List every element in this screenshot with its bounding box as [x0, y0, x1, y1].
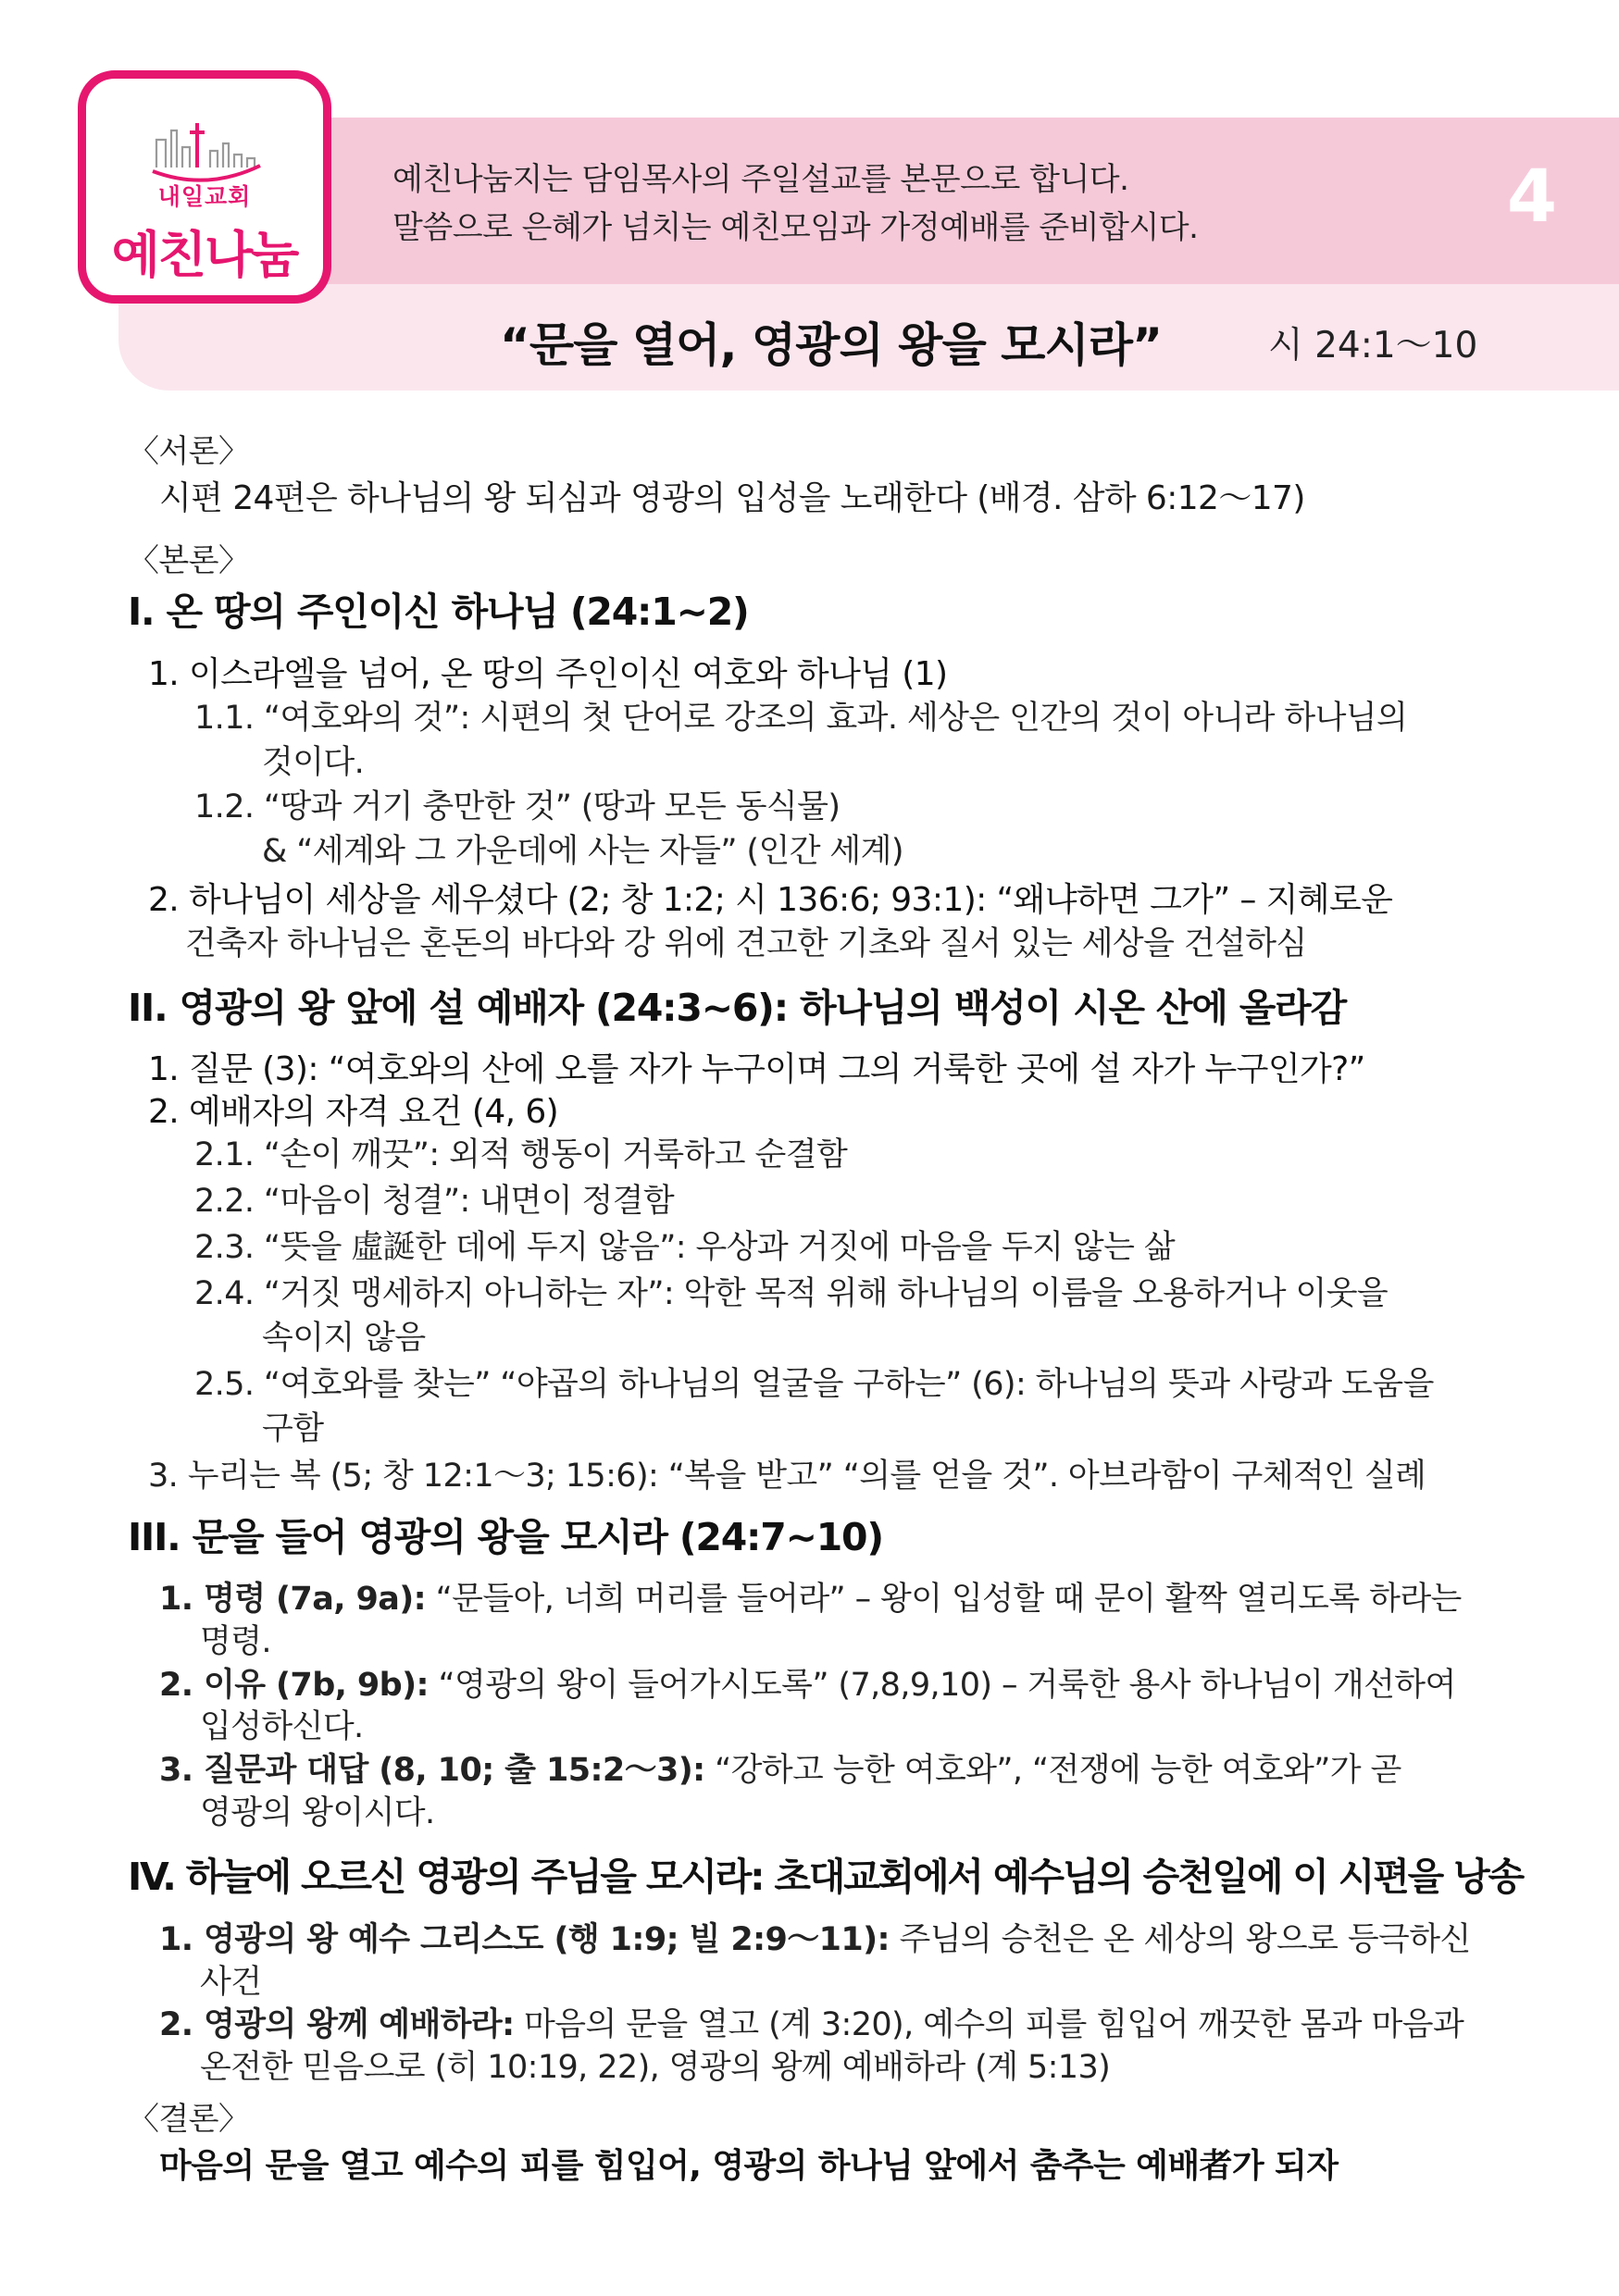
- conclusion-label: 〈결론〉: [128, 2101, 250, 2138]
- section-3-point-3-cont: 영광의 왕이시다.: [200, 1794, 435, 1831]
- page-number: 4: [1506, 155, 1558, 239]
- section-2-point-2-5-cont: 구함: [262, 1410, 324, 1447]
- section-2-point-2-5: 2.5. “여호와를 찾는” “야곱의 하나님의 얼굴을 구하는” (6): 하나님의 뜻과 사랑과 도움을: [194, 1366, 1434, 1403]
- main-label: 〈본론〉: [128, 542, 250, 579]
- conclusion-text: 마음의 문을 열고 예수의 피를 힘입어, 영광의 하나님 앞에서 춤추는 예배者가 되자: [159, 2147, 1339, 2185]
- section-1-point-1-2-cont: & “세계와 그 가운데에 사는 자들” (인간 세계): [262, 833, 903, 870]
- section-2-point-3: 3. 누리는 복 (5; 창 12:1～3; 15:6): “복을 받고” “의를 얻을 것”. 아브라함이 구체적인 실례: [148, 1458, 1426, 1495]
- section-3-point-3: [159, 1744, 1401, 1791]
- scripture-reference: 시 24:1～10: [1268, 325, 1478, 366]
- section-1-heading: I. 온 땅의 주인이신 하나님 (24:1~2): [128, 590, 749, 634]
- section-3-point-2-cont: 입성하신다.: [200, 1708, 364, 1745]
- section-4-point-2-cont: 온전한 믿음으로 (히 10:19, 22), 영광의 왕께 예배하라 (계 5:13): [200, 2049, 1111, 2086]
- section-3-point-2: [159, 1659, 1456, 1706]
- section-1-point-1-1-cont: 것이다.: [262, 744, 365, 781]
- section-3-point-1: [159, 1573, 1462, 1620]
- section-4-point-2-text: 마음의 문을 열고 (계 3:20), 예수의 피를 힘입어 깨끗한 몸과 마음과: [514, 2006, 1464, 2043]
- section-1-point-2: 2. 하나님이 세상을 세우셨다 (2; 창 1:2; 시 136:6; 93:1): “왜냐하면 그가” – 지혜로운: [148, 881, 1393, 919]
- section-4-heading: IV. 하늘에 오르신 영광의 주님을 모시라: 초대교회에서 예수님의 승천일에 이 시편을 낭송: [128, 1855, 1523, 1899]
- section-1-point-1: 1. 이스라엘을 넘어, 온 땅의 주인이신 여호와 하나님 (1): [148, 655, 948, 693]
- section-2-point-2-4: 2.4. “거짓 맹세하지 아니하는 자”: 악한 목적 위해 하나님의 이름을 오용하거나 이웃을: [194, 1275, 1389, 1312]
- section-3-point-2-text: “영광의 왕이 들어가시도록” (7,8,9,10) – 거룩한 용사 하나님이 개선하여: [428, 1667, 1456, 1704]
- section-4-point-1-text: 주님의 승천은 온 세상의 왕으로 등극하신: [889, 1921, 1471, 1958]
- section-2-point-2-1: 2.1. “손이 깨끗”: 외적 행동이 거룩하고 순결함: [194, 1136, 848, 1173]
- intro-label: 〈서론〉: [128, 433, 250, 470]
- section-3-point-1-text: “문들아, 너희 머리를 들어라” – 왕이 입성할 때 문이 활짝 열리도록 하라는: [426, 1581, 1462, 1618]
- section-2-point-2-3: 2.3. “뜻을 虛誕한 데에 두지 않음”: 우상과 거짓에 마음을 두지 않는 삶: [194, 1229, 1176, 1266]
- section-3-point-3-label: 3. 질문과 대답 (8, 10; 출 15:2～3):: [159, 1752, 705, 1789]
- section-4-point-1-cont: 사건: [200, 1964, 262, 2001]
- section-1-point-2-cont: 건축자 하나님은 혼돈의 바다와 강 위에 견고한 기초와 질서 있는 세상을 건설하심: [185, 925, 1307, 962]
- section-4-point-1-label: 1. 영광의 왕 예수 그리스도 (행 1:9; 빌 2:9～11):: [159, 1921, 890, 1958]
- header-band: [139, 118, 1619, 284]
- section-2-point-2-4-cont: 속이지 않음: [262, 1320, 426, 1357]
- section-2-point-1: 1. 질문 (3): “여호와의 산에 오를 자가 누구이며 그의 거룩한 곳에 설 자가 누구인가?”: [148, 1050, 1365, 1088]
- section-2-point-2-2: 2.2. “마음이 청결”: 내면이 정결함: [194, 1183, 675, 1220]
- church-skyline-icon: [149, 112, 264, 184]
- section-3-point-1-label: 1. 명령 (7a, 9a):: [159, 1581, 427, 1618]
- church-name: 내일교회: [157, 183, 252, 210]
- section-3-point-2-label: 2. 이유 (7b, 9b):: [159, 1667, 429, 1704]
- section-3-point-3-text: “강하고 능한 여호와”, “전쟁에 능한 여호와”가 곧: [704, 1752, 1401, 1789]
- publication-title: 예친나눔: [111, 226, 298, 284]
- section-3-point-1-cont: 명령.: [200, 1623, 271, 1660]
- section-4-point-1: [159, 1914, 1471, 1960]
- section-3-heading: III. 문을 들어 영광의 왕을 모시라 (24:7~10): [128, 1515, 883, 1559]
- section-1-point-1-2: 1.2. “땅과 거기 충만한 것” (땅과 모든 동식물): [194, 788, 841, 825]
- section-1-point-1-1: 1.1. “여호와의 것”: 시편의 첫 단어로 강조의 효과. 세상은 인간의 것이 아니라 하나님의: [194, 700, 1408, 737]
- intro-text: 시편 24편은 하나님의 왕 되심과 영광의 입성을 노래한다 (배경. 삼하 6:12～17): [159, 479, 1305, 517]
- sermon-title: “문을 열어, 영광의 왕을 모시라”: [500, 318, 1162, 372]
- intro-line-2: 말씀으로 은혜가 넘치는 예친모임과 가정예배를 준비합시다.: [392, 209, 1199, 246]
- section-4-point-2-label: 2. 영광의 왕께 예배하라:: [159, 2006, 515, 2043]
- section-4-point-2: [159, 1999, 1463, 2045]
- section-2-point-2: 2. 예배자의 자격 요건 (4, 6): [148, 1093, 559, 1131]
- section-2-heading: II. 영광의 왕 앞에 설 예배자 (24:3~6): 하나님의 백성이 시온 산에 올라감: [128, 986, 1346, 1030]
- intro-line-1: 예친나눔지는 담임목사의 주일설교를 본문으로 합니다.: [392, 161, 1129, 198]
- church-logo-box: [78, 70, 331, 304]
